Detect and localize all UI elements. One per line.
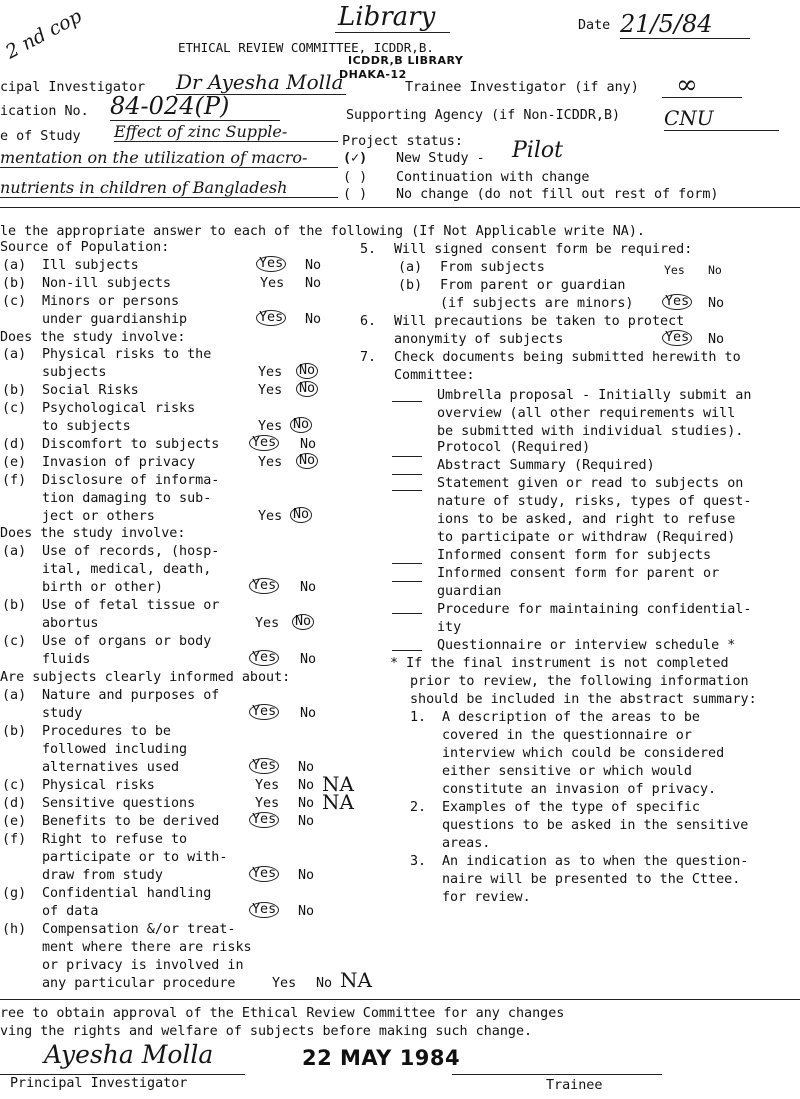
n1-4: either sensitive or which would [442, 764, 692, 779]
abstract-checkbox-line[interactable] [392, 474, 422, 475]
q5a-no[interactable]: No [708, 263, 722, 277]
note1: * If the final instrument is not completed [390, 656, 729, 671]
q4h-text1: Compensation &/or treat- [42, 922, 236, 937]
q4g-no[interactable]: No [298, 904, 315, 919]
n3-1: An indication as to when the question- [442, 854, 749, 869]
q1b-no[interactable]: No [305, 276, 322, 291]
q3c-label: (c) [2, 634, 27, 649]
doc-statement1: Statement given or read to subjects on [437, 476, 744, 491]
n1-1: A description of the areas to be [442, 710, 700, 725]
q4f-text2: participate or to with- [42, 850, 228, 865]
date-value: 21/5/84 [620, 10, 750, 39]
consent-subj-checkbox-line[interactable] [392, 563, 422, 564]
q2f-yes[interactable]: Yes [258, 509, 283, 524]
q4d-text: Sensitive questions [42, 796, 196, 811]
q2a-yes[interactable]: Yes [258, 365, 283, 380]
dhaka-stamp: DHAKA-12 [339, 68, 407, 81]
q5a-label: (a) [398, 260, 423, 275]
doc-questionnaire: Questionnaire or interview schedule * [437, 638, 736, 653]
q3a-text3: birth or other) [42, 580, 163, 595]
trainee-value: ∞ [676, 70, 698, 100]
q1c-text2: under guardianship [42, 312, 188, 327]
q2e-yes[interactable]: Yes [258, 455, 283, 470]
q1b-yes[interactable]: Yes [260, 276, 285, 291]
q1a-text: Ill subjects [42, 258, 139, 273]
q6-text2: anonymity of subjects [394, 332, 564, 347]
q2-title: Does the study involve: [0, 330, 186, 345]
q4b-text3: alternatives used [42, 760, 180, 775]
note3: should be included in the abstract summary: [410, 692, 757, 707]
q4e-text: Benefits to be derived [42, 814, 220, 829]
q1a-yes-circled[interactable]: Yes [256, 256, 286, 272]
q4h-no[interactable]: No [316, 976, 333, 991]
q1b-text: Non-ill subjects [42, 276, 171, 291]
q4b-text2: followed including [42, 742, 188, 757]
status-nochange-checkbox[interactable]: ( ) [343, 187, 368, 202]
q3b-text1: Use of fetal tissue or [42, 598, 220, 613]
doc-umbrella3: be submitted with individual studies). [437, 424, 744, 439]
status-continuation-label: Continuation with change [396, 170, 590, 185]
trainee-signature-line [452, 1074, 662, 1075]
q5b-text1: From parent or guardian [440, 278, 626, 293]
pi-signature-line [0, 1074, 245, 1075]
q4g-label: (g) [2, 886, 27, 901]
confid-checkbox-line[interactable] [392, 613, 422, 614]
trainee-label: Trainee Investigator (if any) [405, 80, 639, 95]
q4c-label: (c) [2, 778, 27, 793]
doc-abstract: Abstract Summary (Required) [437, 458, 655, 473]
q1a-label: (a) [2, 258, 27, 273]
q4d-yes[interactable]: Yes [255, 796, 280, 811]
q4f-yes-circled[interactable]: Yes [249, 866, 279, 882]
library-underline [335, 32, 450, 33]
q1c-yes-circled[interactable]: Yes [256, 310, 286, 326]
n2-3: areas. [442, 836, 491, 851]
q4a-no[interactable]: No [300, 706, 317, 721]
q3-title: Does the study involve: [0, 526, 186, 541]
q2d-no[interactable]: No [300, 437, 317, 452]
q4c-yes[interactable]: Yes [255, 778, 280, 793]
q4d-no[interactable]: No [298, 796, 315, 811]
status-label: Project status: [342, 134, 463, 149]
q2f-text1: Disclosure of informa- [42, 473, 220, 488]
q5-title: Will signed consent form be required: [394, 242, 693, 257]
q3b-label: (b) [2, 598, 27, 613]
footer-divider [0, 999, 800, 1000]
q3c-text2: fluids [42, 652, 91, 667]
q2f-text2: tion damaging to sub- [42, 491, 212, 506]
pi-signature: Ayesha Molla [44, 1040, 214, 1069]
q2c-label: (c) [2, 401, 27, 416]
q3c-yes-circled[interactable]: Yes [249, 650, 279, 666]
n2-num: 2. [410, 800, 427, 815]
q3a-no[interactable]: No [300, 580, 317, 595]
q4c-na: NA [322, 772, 354, 796]
n1-num: 1. [410, 710, 427, 725]
q4a-yes-circled[interactable]: Yes [249, 704, 279, 720]
q2b-yes[interactable]: Yes [258, 383, 283, 398]
q5a-text: From subjects [440, 260, 545, 275]
q4e-no[interactable]: No [298, 814, 315, 829]
q2a-text1: Physical risks to the [42, 347, 212, 362]
q1-title: Source of Population: [0, 240, 170, 255]
q4h-label: (h) [2, 922, 27, 937]
questionnaire-checkbox-line[interactable] [392, 650, 422, 651]
q4b-label: (b) [2, 724, 27, 739]
q3b-text2: abortus [42, 616, 99, 631]
n1-3: interview which could be considered [442, 746, 725, 761]
doc-umbrella1: Umbrella proposal - Initially submit an [437, 388, 752, 403]
q2a-label: (a) [2, 347, 27, 362]
pi-value: Dr Ayesha Molla [176, 70, 346, 95]
q6-text1: Will precautions be taken to protect [394, 314, 685, 329]
q5-num: 5. [360, 242, 377, 257]
doc-statement4: to participate or withdraw (Required) [437, 530, 736, 545]
q7-num: 7. [360, 350, 377, 365]
q4a-label: (a) [2, 688, 27, 703]
q2b-text: Social Risks [42, 383, 139, 398]
date-label: Date [578, 18, 611, 33]
q2a-no-circled[interactable]: No [296, 363, 318, 379]
q4a-text1: Nature and purposes of [42, 688, 220, 703]
note2: prior to review, the following information [410, 674, 749, 689]
n1-2: covered in the questionnaire or [442, 728, 692, 743]
committee-title: ETHICAL REVIEW COMMITTEE, ICDDR,B. [178, 40, 434, 55]
q2d-text: Discomfort to subjects [42, 437, 220, 452]
q3c-no[interactable]: No [300, 652, 317, 667]
title-line3: nutrients in children of Bangladesh [0, 178, 338, 198]
n2-2: questions to be asked in the sensitive [442, 818, 749, 833]
q3b-yes[interactable]: Yes [255, 616, 280, 631]
umbrella-checkbox-line[interactable] [392, 401, 422, 402]
q2b-label: (b) [2, 383, 27, 398]
q3a-yes-circled[interactable]: Yes [249, 578, 279, 594]
status-new-value: Pilot [512, 138, 563, 163]
doc-umbrella2: overview (all other requirements will [437, 406, 736, 421]
q1c-no[interactable]: No [305, 312, 322, 327]
q6-num: 6. [360, 314, 377, 329]
instructions: le the appropriate answer to each of the following (If Not Applicable write NA). [0, 224, 645, 239]
q2b-no-circled[interactable]: No [296, 381, 318, 397]
q2c-no-circled[interactable]: No [290, 417, 312, 433]
agency-label: Supporting Agency (if Non-ICDDR,B) [346, 108, 621, 123]
library-handwritten: Library [338, 2, 436, 32]
q4e-label: (e) [2, 814, 27, 829]
q4g-yes-circled[interactable]: Yes [249, 902, 279, 918]
received-date-stamp: 22 MAY 1984 [302, 1046, 461, 1070]
q5a-yes[interactable]: Yes [664, 263, 685, 277]
q1c-text1: Minors or persons [42, 294, 180, 309]
title-label: e of Study [0, 129, 81, 144]
q7-text2: Committee: [394, 368, 475, 383]
q2c-text1: Psychological risks [42, 401, 196, 416]
doc-confid1: Procedure for maintaining confidential- [437, 602, 752, 617]
agree-line1: ree to obtain approval of the Ethical Review Committee for any changes [0, 1006, 565, 1021]
q5b-yes-circled[interactable]: Yes [662, 294, 692, 310]
doc-consent-subj: Informed consent form for subjects [437, 548, 712, 563]
q4c-text: Physical risks [42, 778, 155, 793]
q4f-text3: draw from study [42, 868, 163, 883]
q6-no[interactable]: No [708, 332, 725, 347]
copy-note: 2 nd cop [2, 5, 86, 64]
doc-statement3: ions to be asked, and right to refuse [437, 512, 736, 527]
header-divider [0, 207, 800, 208]
pi-signature-label: Principal Investigator [10, 1076, 188, 1091]
q3a-text1: Use of records, (hosp- [42, 544, 220, 559]
q5b-label: (b) [398, 278, 423, 293]
q5b-text2: (if subjects are minors) [440, 296, 634, 311]
q2d-yes-circled[interactable]: Yes [249, 435, 279, 451]
doc-consent-parent1: Informed consent form for parent or [437, 566, 720, 581]
q2a-text2: subjects [42, 365, 107, 380]
doc-confid2: ity [437, 620, 462, 635]
q3b-no-circled[interactable]: No [292, 614, 314, 630]
pi-label: cipal Investigator [0, 80, 146, 95]
q2f-no-circled[interactable]: No [290, 507, 312, 523]
q4d-label: (d) [2, 796, 27, 811]
q4c-no[interactable]: No [298, 778, 315, 793]
doc-statement2: nature of study, risks, types of quest- [437, 494, 752, 509]
q1a-no[interactable]: No [305, 258, 322, 273]
q4f-text1: Right to refuse to [42, 832, 188, 847]
n3-num: 3. [410, 854, 427, 869]
trainee-signature-label: Trainee [546, 1078, 603, 1093]
title-line2: mentation on the utilization of macro- [0, 148, 338, 168]
status-new-checkbox[interactable]: (✓) [343, 151, 368, 166]
q5b-no[interactable]: No [708, 296, 725, 311]
q4f-no[interactable]: No [298, 868, 315, 883]
q4h-na: NA [340, 968, 372, 992]
q4h-text2: ment where there are risks [42, 940, 252, 955]
n1-5: constitute an invasion of privacy. [442, 782, 717, 797]
q4b-no[interactable]: No [298, 760, 315, 775]
q2d-label: (d) [2, 437, 27, 452]
q4e-yes-circled[interactable]: Yes [249, 812, 279, 828]
trainee-line [662, 97, 742, 98]
statement-checkbox-line[interactable] [392, 490, 422, 491]
consent-parent-checkbox-line[interactable] [392, 581, 422, 582]
n2-1: Examples of the type of specific [442, 800, 700, 815]
q2f-label: (f) [2, 473, 27, 488]
q4b-text1: Procedures to be [42, 724, 171, 739]
q2e-no-circled[interactable]: No [296, 453, 318, 469]
q4h-text3: or privacy is involved in [42, 958, 244, 973]
app-label: ication No. [0, 104, 89, 119]
q4h-yes[interactable]: Yes [272, 976, 297, 991]
q2c-yes[interactable]: Yes [258, 419, 283, 434]
q7-text1: Check documents being submitted herewith to [394, 350, 741, 365]
q1c-label: (c) [2, 294, 27, 309]
status-continuation-checkbox[interactable]: ( ) [343, 170, 368, 185]
doc-protocol: Protocol (Required) [437, 440, 591, 455]
q4b-yes-circled[interactable]: Yes [249, 758, 279, 774]
q3a-text2: ital, medical, death, [42, 562, 212, 577]
q6-yes-circled[interactable]: Yes [662, 330, 692, 346]
n3-3: for review. [442, 890, 531, 905]
status-nochange-label: No change (do not fill out rest of form) [396, 187, 719, 202]
status-new-label: New Study - [396, 151, 485, 166]
q2e-label: (e) [2, 455, 27, 470]
library-stamp: ICDDR,B LIBRARY [348, 54, 464, 67]
q2c-text2: to subjects [42, 419, 131, 434]
q4g-text1: Confidential handling [42, 886, 212, 901]
q1b-label: (b) [2, 276, 27, 291]
q3a-label: (a) [2, 544, 27, 559]
agree-line2: ving the rights and welfare of subjects before making such change. [0, 1024, 533, 1039]
doc-consent-parent2: guardian [437, 584, 502, 599]
n3-2: naire will be presented to the Cttee. [442, 872, 741, 887]
q4-title: Are subjects clearly informed about: [0, 670, 291, 685]
q4f-label: (f) [2, 832, 27, 847]
protocol-checkbox-line[interactable] [392, 456, 422, 457]
title-line1: Effect of zinc Supple- [114, 122, 338, 142]
app-value: 84-024(P) [110, 92, 280, 121]
q2f-text3: ject or others [42, 509, 155, 524]
q2e-text: Invasion of privacy [42, 455, 196, 470]
q4g-text2: of data [42, 904, 99, 919]
q4a-text2: study [42, 706, 83, 721]
q4d-na: NA [322, 790, 354, 814]
q4h-text4: any particular procedure [42, 976, 236, 991]
q3c-text1: Use of organs or body [42, 634, 212, 649]
agency-value: CNU [664, 106, 779, 131]
